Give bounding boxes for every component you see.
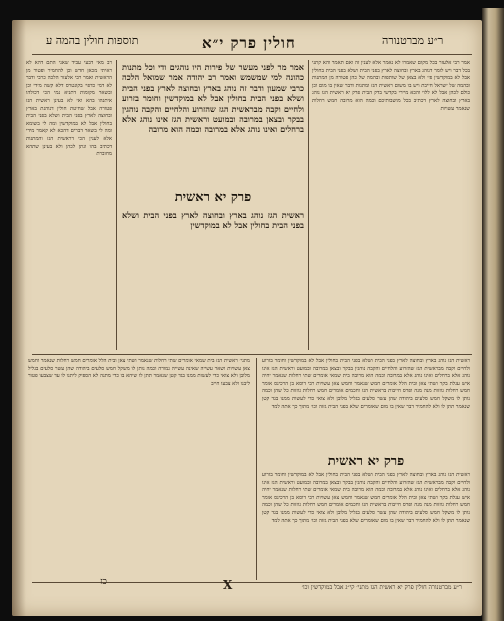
footer-rule <box>32 582 472 583</box>
header-right: ר״ע מברטנורה <box>382 34 444 47</box>
chapter-heading-block <box>122 186 304 210</box>
header-left: תוספות חולין בהמה ע <box>46 34 139 47</box>
column-divider-right <box>308 60 309 350</box>
header-rule <box>32 54 472 55</box>
lower-text: ראשית הגז נוהג בארץ ובחוצה לארץ בפני הבית ושלא בפני הבית בחולין אבל לא במוקדשין וחומר בזרוע ולחיים וקבה מבראשית הגז שהזרוע והלחיים והקבה נוהגין בבקר ובצאן במרובה ובמועט וראשית הגז אינו נוהג אלא ברחלים ואינו נוהג אלא במרובה וכמה הוא מרובה בית שמאי אומרים שתי רחלות שנאמר יחיה איש עגלת בקר ושתי צאן ובית הלל אומרים חמש שנאמר וחמש צאן עשויות רבי דוסא בן הרכינס אומר חמש רחלות גוזזות מנה מנה ופרס חייבות בראשית הגז וחכמים אומרים חמש רחלות גוזזות כל שהן וכמה נותן לו משקל חמש סלעים ביהודה שהן עשר סלעים בגליל מלובן ולא צואי כדי לעשות ממנו בגד קטן שנאמר תתן לו ולא להחמיר דבר שאין בו מום שאומרים שלא בפני הבית גזזה וכו׳ מתוך כך אתה למד <box>262 358 470 410</box>
commentary-column <box>312 60 470 352</box>
lower-heading: פרק יא ראשית <box>327 454 405 469</box>
lower-text-2: ראשית הגז נוהג בארץ ובחוצה לארץ בפני הבית ושלא בפני הבית בחולין אבל לא במוקדשין וחומר בזרוע ולחיים וקבה מבראשית הגז שהזרוע והלחיים והקבה נוהגין בבקר ובצאן במרובה ובמועט וראשית הגז אינו נוהג אלא ברחלים ואינו נוהג אלא במרובה וכמה הוא מרובה בית שמאי אומרים שתי רחלות שנאמר יחיה איש עגלת בקר ושתי צאן ובית הלל אומרים חמש שנאמר וחמש צאן עשויות רבי דוסא בן הרכינס אומר חמש רחלות גוזזות מנה מנה ופרס חייבות בראשית הגז וחכמים אומרים חמש רחלות גוזזות כל שהן וכמה נותן לו משקל חמש סלעים ביהודה שהן עשר סלעים בגליל מלובן ולא צואי כדי לעשות ממנו בגד קטן שנאמר תתן לו ולא להחמיר דבר שאין בו מום שאומרים שלא בפני הבית גזזה וכו׳ מתוך כך אתה למד <box>262 472 470 524</box>
lower-right-block-2 <box>262 472 470 580</box>
catchword-mark: X <box>223 578 233 592</box>
lower-left-block <box>28 358 250 580</box>
left-lower-text: מתני׳ ראשית הגז בית שמאי אומרים שתי רחלות שנאמר ושתי צאן ובית הלל אומרים חמש רחלות שנאמר וחמש צאן עשויות ושאר עשייה שאינה עשייה גמורה וכמה נותן לו משקל חמש סלעים ביהודה שהן עשר סלעים בגליל מלובן ולא צואי כדי לעשות ממנו בגד קטן שנאמר תתן לו שיהא בו כדי מתנה לא הספיק ליתנו לו עד שצבעו פטור ליבנו ולא צבעו חייב <box>28 358 250 387</box>
tosafot-text: רב מאי דבעי עביד שאני התם דהא לא ראיתי מכאן חדש וכן להחמיר ופטור מן הראשית ואמר רבי אלעזר הלכה כרבי ודבר לא דמי כדפי׳ בקונטרס דלא קשה מידי וכן ובשאר מקומות דתניא נמי הכי דכולהו איתנהו בהא ואי לא בעינן ראשית הגז פטורה אבל שחיטת חולין דנוהגת בארץ ובחוצה לארץ בפני הבית ושלא בפני הבית בחולין אבל לא במוקדשין ומה לי בשומא ומה לי בשאר דברים דהכא לא קאמר מידי אלא לענין הכי דראשית הגז והמתנות דכתיב בהו ונתן לכהן ולא בעינן שתהא מחוברת <box>26 60 112 158</box>
column-divider-lower <box>256 358 257 580</box>
tosafot-column <box>26 60 112 352</box>
column-divider-left <box>116 60 117 350</box>
book-page <box>12 20 482 616</box>
main-text-block-2 <box>122 210 304 310</box>
page-title: חולין פרק י״א <box>202 34 296 52</box>
chapter-heading: פרק יא ראשית <box>174 190 252 205</box>
commentary-text: אמר רבי אלעזר בכל מקום שאמרו לא נאמר אלא לענין זה ואם תאמר והא קתני בכל דבר ויש לומר דנוהג בארץ ובחוצה לארץ בפני הבית ושלא בפני הבית בחולין אבל לא במוקדשין פי׳ ולא בצאן של שותפות ובהמה של כהן פטורה מן המתנות ובהמה של ישראל חייבת ויש בו משום ראשית הגז ומתנות ודבר שאין בו מום וכן כולם לכהן אבל לא ללוי והכא מיירי בקדשי בדק הבית פרק יא ראשית הגז נוהג בארץ ובחוצה לארץ דכתיב בכל מושבותיכם וכמה הוא מרובה חמש רחלות שנאמר עשויות <box>312 60 470 112</box>
lower-right-block <box>262 358 470 448</box>
main-text-block <box>122 62 304 182</box>
footer-text: ר״ע מברטנורה חולין פרק יא ראשית הגז מתני׳ קי״ג אבל במוקדשין וכו׳ <box>301 584 462 591</box>
section-rule <box>32 354 472 355</box>
main-text: אמר מר לפני מעשר של פירות היו נוהגים ודי וכל מתנות כהונה למי שמשמש ואמר רב יהודה אמר שמואל הלכה כרבי שמעון ודבר זה נוהג בארץ ובחוצה לארץ בפני הבית ושלא בפני הבית בחולין אבל לא במוקדשין וחומר בזרוע ולחיים וקבה מבראשית הגז שהזרוע והלחיים והקבה נוהגין בבקר ובצאן במרובה ובמועט וראשית הגז אינו נוהג אלא ברחלים ואינו נוהג אלא במרובה וכמה הוא מרובה <box>122 62 304 135</box>
main-text-2: ראשית הגז נוהג בארץ ובחוצה לארץ בפני הבית ושלא בפני הבית בחולין אבל לא במוקדשין <box>122 210 304 231</box>
book-spine <box>482 8 504 621</box>
lower-heading-block <box>262 450 470 474</box>
signature-mark: כז <box>100 577 107 587</box>
